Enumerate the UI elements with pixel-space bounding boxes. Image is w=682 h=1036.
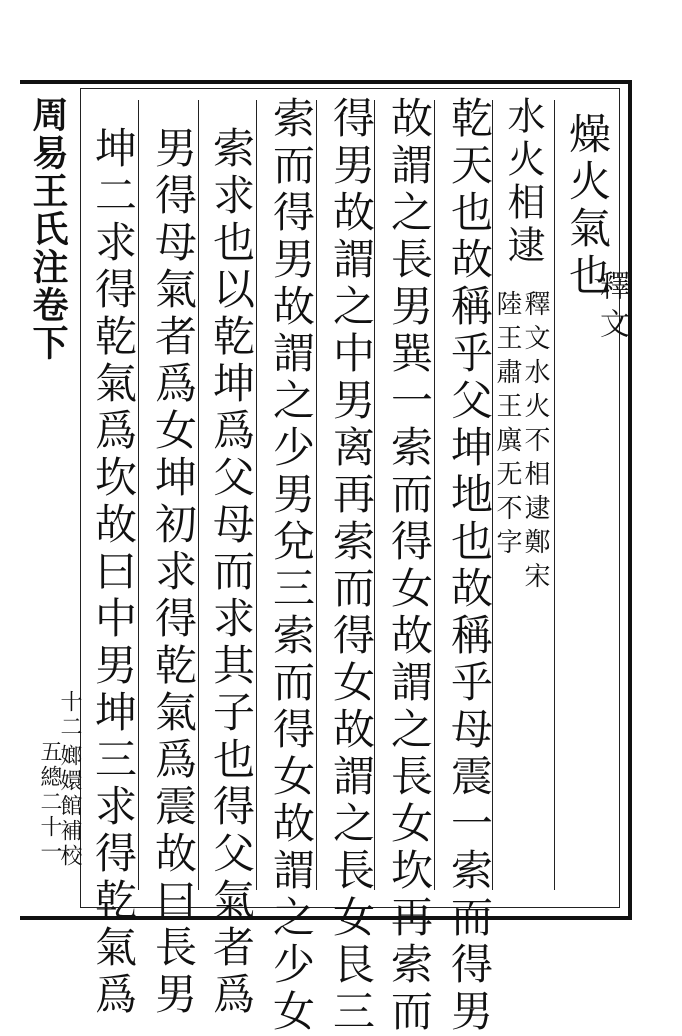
text-column-5: 索而得男故謂之少男兌三索而得女故謂之少女 [267,96,316,1036]
book-title: 周易王氏注 [27,96,69,286]
text-column-1: 燥火氣也 [563,112,612,300]
colophon-library: 嫏嬛館補校 [57,744,82,869]
column-rule [138,100,139,890]
text-column-6: 索求也以乾坤爲父母而求其子也得父氣者爲 [207,126,256,1019]
volume-label: 卷下 [27,286,69,362]
column-rule [316,100,317,890]
colophon-count: 五總二十一 [37,740,62,865]
text-column-8: 坤二求得乾氣爲坎故曰中男坤三求得乾氣爲 [89,126,138,1019]
annotation-marker: 釋文 [594,270,629,346]
column-rule [256,100,257,890]
text-column-4: 得男故謂之中男离再索而得女故謂之長女艮三 [327,96,376,1036]
annotation-line-1: 釋文水火不相逮鄭宋 [520,290,550,596]
text-column-3: 故謂之長男巽一索而得女故謂之長女坎再索而 [385,96,434,1036]
column-rule [198,100,199,890]
annotation-heading: 水火相逮 [501,96,545,268]
annotation-line-2: 陸王肅王廙无不字 [492,290,522,562]
column-rule [554,100,555,890]
spine-title [27,96,69,362]
colophon-folio: 十二 [57,690,82,740]
text-column-7: 男得母氣者爲女坤初求得乾氣爲震故曰長男 [149,126,198,1019]
text-column-2: 乾天也故稱乎父坤地也故稱乎母震一索而得男 [445,96,494,1036]
column-rule [434,100,435,890]
